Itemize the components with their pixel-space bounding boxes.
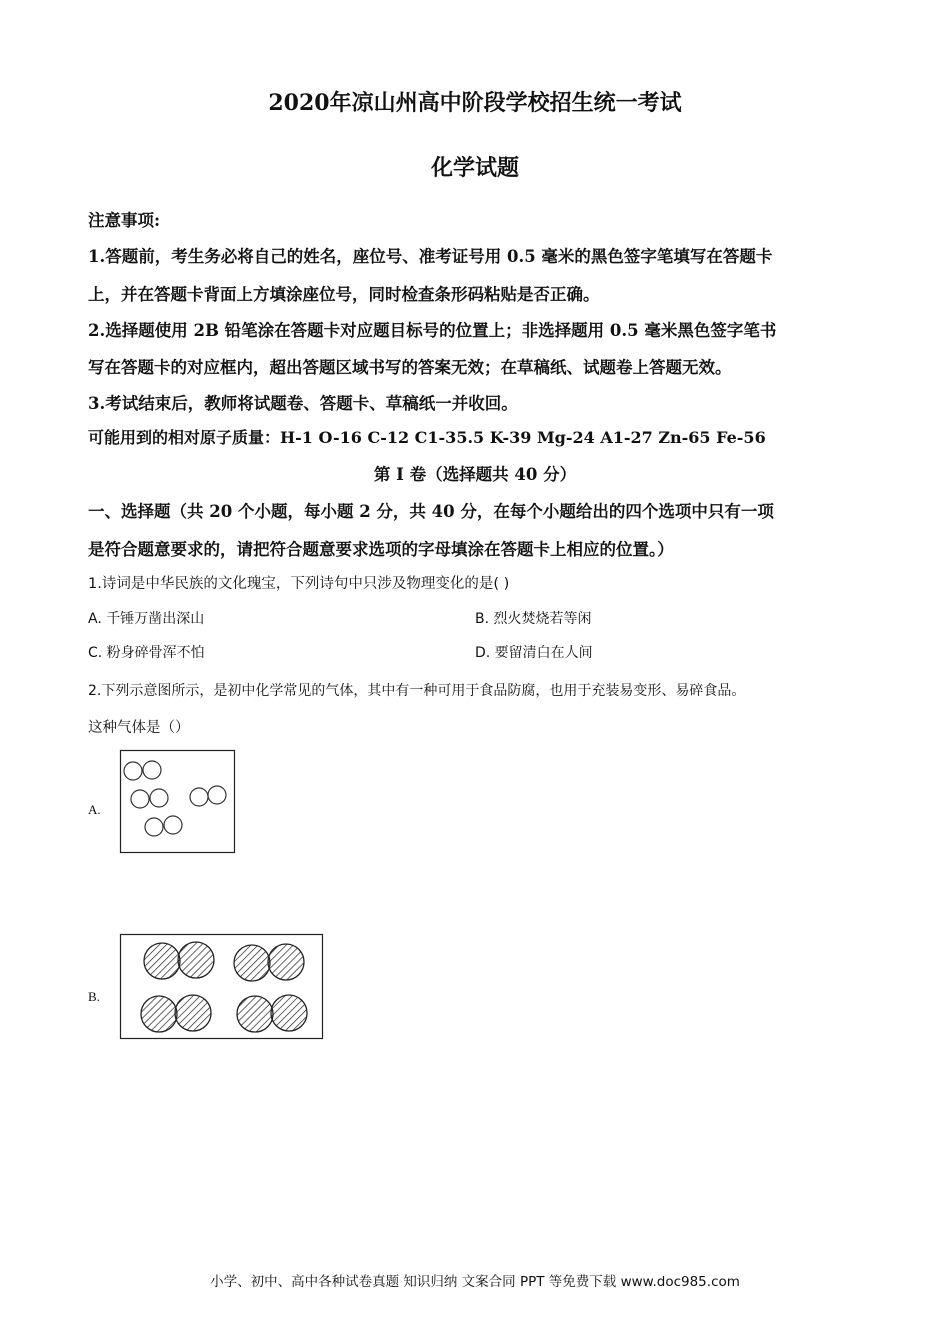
question-1-option-b: B. 烈火焚烧若等闲 — [475, 611, 592, 627]
question-1-stem: 1.诗词是中华民族的文化瑰宝，下列诗句中只涉及物理变化的是( ) — [88, 576, 510, 592]
volume-title: 第 I 卷（选择题共 40 分） — [373, 465, 577, 484]
atom-circle-hatched — [175, 995, 211, 1031]
notice-item-2-line-1: 2.选择题使用 2B 铅笔涂在答题卡对应题目标号的位置上；非选择题用 0.5 毫米黑色签字笔书 — [88, 321, 777, 340]
diagram-a-molecules — [120, 750, 236, 854]
question-1-option-a: A. 千锤万凿出深山 — [88, 611, 205, 627]
question-2-stem-line-1: 2.下列示意图所示，是初中化学常见的气体，其中有一种可用于食品防腐，也用于充装易变形、易碎食品。 — [88, 683, 746, 699]
atom-circle-hatched — [271, 995, 307, 1031]
notice-item-1-line-2: 上，并在答题卡背面上方填涂座位号，同时检查条形码粘贴是否正确。 — [88, 285, 600, 304]
notice-item-1-line-1: 1.答题前，考生务必将自己的姓名，座位号、准考证号用 0.5 毫米的黑色签字笔填写在答题卡 — [88, 247, 773, 266]
section-instructions-line-1: 一、选择题（共 20 个小题，每小题 2 分，共 40 分，在每个小题给出的四个选项中只有一项 — [88, 502, 774, 521]
atom-circle-hatched — [141, 996, 177, 1032]
atom-circle — [131, 790, 149, 808]
notice-heading: 注意事项: — [88, 211, 161, 230]
diagram-b-molecules — [120, 934, 324, 1040]
atom-circle-hatched — [237, 996, 273, 1032]
atom-circle-hatched — [144, 943, 180, 979]
notice-item-2-line-2: 写在答题卡的对应框内，超出答题区域书写的答案无效；在草稿纸、试题卷上答题无效。 — [88, 358, 732, 377]
atom-circle-hatched — [268, 944, 304, 980]
atom-circle-hatched — [178, 942, 214, 978]
page-footer: 小学、初中、高中各种试卷真题 知识归纳 文案合同 PPT 等免费下载 www.doc985.com — [210, 1274, 740, 1290]
atomic-masses: 可能用到的相对原子质量：H-1 O-16 C-12 C1-35.5 K-39 Mg-24 A1-27 Zn-65 Fe-56 — [88, 428, 766, 447]
atom-circle — [143, 761, 161, 779]
diagram-b-label: B. — [88, 989, 100, 1004]
atom-circle — [150, 789, 168, 807]
notice-item-3: 3.考试结束后，教师将试题卷、答题卡、草稿纸一并收回。 — [88, 394, 518, 413]
atom-circle — [164, 816, 182, 834]
diagram-a-label: A. — [88, 802, 101, 817]
exam-title: 2020年凉山州高中阶段学校招生统一考试 — [268, 90, 682, 116]
atom-circle — [124, 762, 142, 780]
question-2-stem-line-2: 这种气体是（） — [88, 720, 190, 736]
atom-circle — [145, 818, 163, 836]
atom-circle-hatched — [234, 945, 270, 981]
atom-circle — [208, 786, 226, 804]
exam-subject: 化学试题 — [430, 155, 519, 181]
question-1-option-c: C. 粉身碎骨浑不怕 — [88, 645, 205, 661]
question-1-option-d: D. 要留清白在人间 — [475, 645, 593, 661]
atom-circle — [190, 788, 208, 806]
section-instructions-line-2: 是符合题意要求的，请把符合题意要求选项的字母填涂在答题卡上相应的位置。） — [88, 540, 674, 559]
